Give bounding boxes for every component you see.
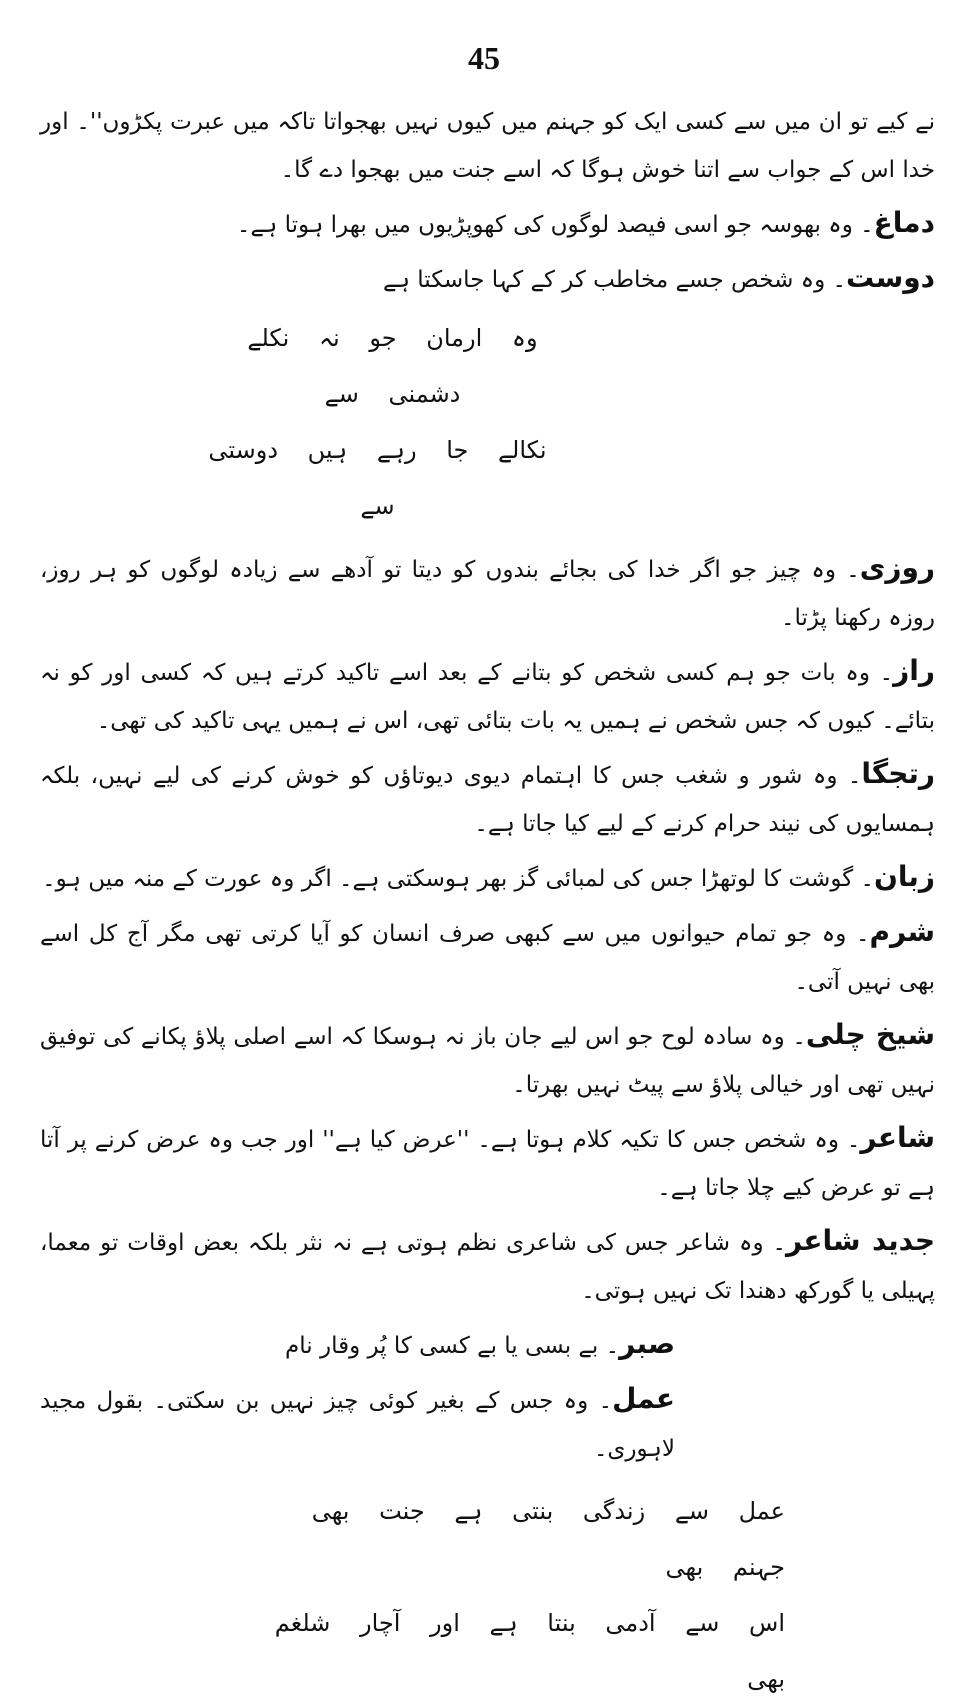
entry-term: جدید شاعر	[785, 1224, 935, 1257]
entry-jadeed-shayar	[40, 1217, 935, 1315]
entry-text: ۔ گوشت کا لوتھڑا جس کی لمبائی گز بھر ہوسکتی ہے۔ اگر وہ عورت کے منہ میں ہو۔	[42, 866, 874, 892]
entry-sabr	[40, 1320, 935, 1370]
page-body	[40, 98, 935, 1707]
entry-dimagh	[40, 199, 935, 249]
entry-term: شیخ چلی	[805, 1018, 935, 1051]
couplet-dost	[208, 310, 768, 534]
entry-text: نے کیے تو ان میں سے کسی ایک کو جہنم میں کیوں نہیں بھجواتا تاکہ میں عبرت پکڑوں''۔ اور خدا اس کے جواب سے اتنا خوش ہوگا کہ اسے جنت میں بھجوا دے گا۔	[40, 109, 935, 183]
couplet-amal	[245, 1483, 785, 1707]
entry-term: شرم	[869, 915, 935, 948]
entry-term: روزی	[859, 551, 935, 584]
entry-text: ۔ وہ سادہ لوح جو اس لیے جان باز نہ ہوسکا کہ اسے اصلی پلاؤ پکانے کی توفیق نہیں تھی اور خیالی پلاؤ سے پیٹ نہیں بھرتا۔	[40, 1024, 935, 1098]
entry-term: رتجگا	[861, 757, 935, 790]
entry-zaban	[40, 853, 935, 903]
entry-text: ۔ وہ جس کے بغیر کوئی چیز نہیں بن سکتی۔ بقول مجید لاہوری۔	[40, 1388, 675, 1462]
entry-sheikh-chilli	[40, 1011, 935, 1109]
entry-term: راز	[893, 654, 935, 687]
entry-term: زبان	[873, 860, 935, 893]
entry-rozi	[40, 544, 935, 642]
entry-ratjaga	[40, 750, 935, 848]
entry-term: صبر	[619, 1327, 675, 1360]
entry-text: ۔ وہ شخص جس کا تکیہ کلام ہوتا ہے۔ ''عرض کیا ہے'' اور جب وہ عرض کرنے پر آتا ہے تو عرض کیے چلا جاتا ہے۔	[40, 1127, 935, 1201]
entry-text: ۔ بے بسی یا بے کسی کا پُر وقار نام	[285, 1333, 620, 1359]
verse-line: وہ ارمان جو نہ نکلے دشمنی سے	[247, 324, 538, 408]
entry-text: ۔ وہ چیز جو اگر خدا کی بجائے بندوں کو دیتا تو آدھے سے زیادہ لوگوں کو ہر روز، روزہ رکھنا پڑتا۔	[40, 557, 935, 631]
entry-term: عمل	[612, 1382, 675, 1415]
verse-line: عمل سے زندگی بنتی ہے جنت بھی جہنم بھی	[311, 1497, 785, 1581]
entry-dost	[40, 254, 935, 304]
entry-term: دوست	[846, 261, 935, 294]
entry-term: شاعر	[860, 1121, 935, 1154]
entry-text: ۔ وہ بھوسہ جو اسی فیصد لوگوں کی کھوپڑیوں میں بھرا ہوتا ہے۔	[236, 212, 874, 238]
entry-raaz	[40, 647, 935, 745]
entry-text: ۔ وہ بات جو ہم کسی شخص کو بتانے کے بعد اسے تاکید کرتے ہیں کہ کسی اور کو نہ بتائے۔ کیوں کہ جس شخص نے ہمیں یہ بات بتائی تھی، اس نے ہمیں یہی تاکید کی تھی۔	[40, 660, 935, 734]
verse-line: نکالے جا رہے ہیں دوستی سے	[208, 436, 547, 520]
entry-text: ۔ وہ شور و شغب جس کا اہتمام دیوی دیوتاؤں کو خوش کرنے کی لیے نہیں، بلکہ ہمسایوں کی نیند حرام کرنے کے لیے کیا جاتا ہے۔	[40, 763, 935, 837]
page-number: 45	[468, 40, 500, 76]
entry-shayar	[40, 1114, 935, 1212]
entry-text: ۔ وہ شاعر جس کی شاعری نظم ہوتی ہے نہ نثر بلکہ بعض اوقات تو معما، پہیلی یا گورکھ دھندا تک نہیں ہوتی۔	[40, 1230, 935, 1304]
entry-amal	[40, 1375, 935, 1473]
entry-text: ۔ وہ جو تمام حیوانوں میں سے کبھی صرف انسان کو آیا کرتی تھی مگر آج کل اسے بھی نہیں آتی۔	[40, 921, 935, 995]
verse-line: اس سے آدمی بنتا ہے اور آچار شلغم بھی	[274, 1609, 785, 1693]
entry-continuation	[40, 98, 935, 194]
entry-text: ۔ وہ شخص جسے مخاطب کر کے کہا جاسکتا ہے	[383, 267, 847, 293]
entry-sharam	[40, 908, 935, 1006]
entry-term: دماغ	[873, 206, 935, 239]
